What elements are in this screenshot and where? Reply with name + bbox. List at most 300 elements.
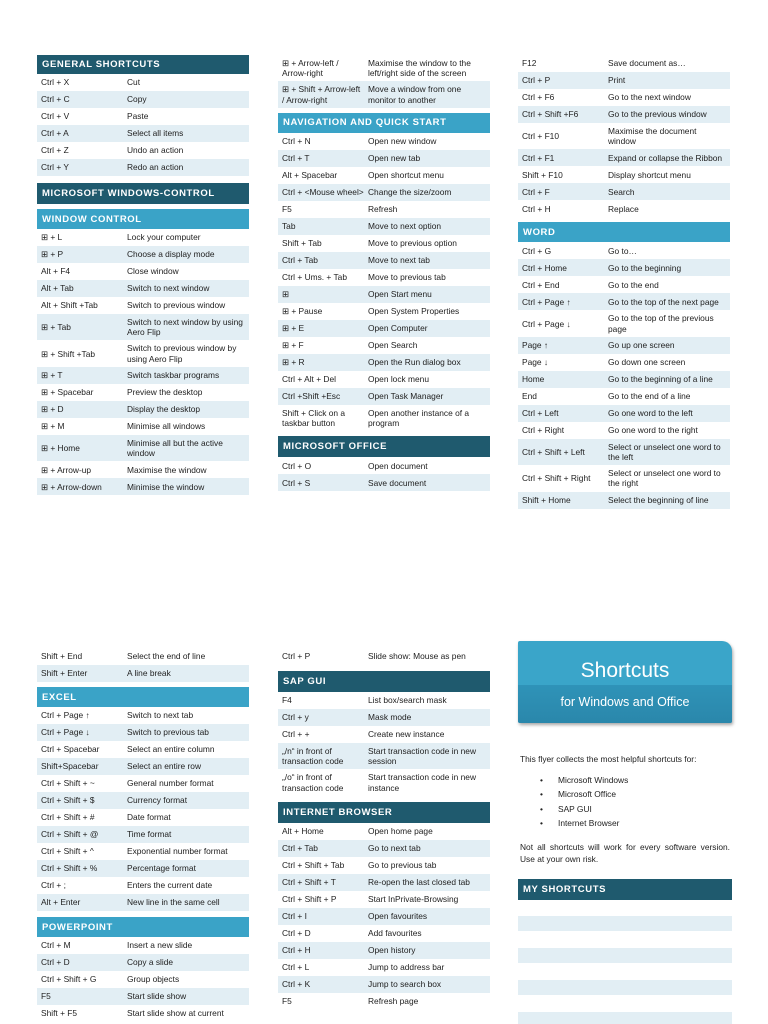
shortcut-row bbox=[37, 314, 249, 340]
shortcut-row bbox=[518, 106, 730, 123]
column-top-middle bbox=[278, 55, 490, 491]
shortcut-key: Ctrl + Shift + G bbox=[41, 974, 97, 985]
shortcut-key: Ctrl + Shift + % bbox=[41, 863, 98, 874]
shortcut-key: Ctrl + Right bbox=[522, 425, 565, 436]
shortcut-key: Alt + Enter bbox=[41, 897, 81, 908]
shortcut-key: Ctrl + Shift + Left bbox=[522, 446, 585, 457]
title-banner bbox=[518, 641, 732, 723]
shortcut-description: Move to previous option bbox=[368, 238, 457, 249]
intro-lead: This flyer collects the most helpful shortcuts for: bbox=[520, 754, 697, 764]
shortcut-row bbox=[37, 401, 249, 418]
shortcut-row bbox=[518, 337, 730, 354]
shortcut-key: Ctrl + Y bbox=[41, 162, 70, 173]
shortcut-row bbox=[278, 252, 490, 269]
shortcut-row bbox=[37, 478, 249, 495]
shortcut-row bbox=[518, 371, 730, 388]
shortcut-description: Go up one screen bbox=[608, 340, 675, 351]
shortcut-key: ⊞ + P bbox=[41, 249, 64, 260]
shortcut-description: Open new tab bbox=[368, 153, 421, 164]
shortcut-key: Ctrl + S bbox=[282, 477, 311, 488]
shortcut-row bbox=[518, 276, 730, 293]
shortcut-key: Shift + F10 bbox=[522, 169, 563, 180]
shortcut-key: F5 bbox=[282, 996, 292, 1007]
shortcut-key: Ctrl + End bbox=[522, 279, 560, 290]
shortcut-key: Shift + Click on a taskbar button bbox=[282, 407, 346, 429]
shortcut-description: Select an entire column bbox=[127, 744, 215, 755]
word-header: WORD bbox=[518, 222, 730, 242]
shortcut-description: Print bbox=[608, 75, 626, 86]
shortcut-key: Ctrl + F1 bbox=[522, 152, 555, 163]
blank-row bbox=[518, 932, 732, 948]
shortcut-row bbox=[278, 405, 490, 431]
shortcut-description: Redo an action bbox=[127, 162, 184, 173]
shortcut-key: Alt + F4 bbox=[41, 266, 71, 277]
intro-list-item: • SAP GUI bbox=[558, 802, 730, 816]
shortcut-description: Open Task Manager bbox=[368, 391, 444, 402]
shortcut-key: Alt + Shift +Tab bbox=[41, 300, 98, 311]
shortcut-description: Copy a slide bbox=[127, 957, 174, 968]
shortcut-row bbox=[518, 310, 730, 336]
shortcut-key: Alt + Spacebar bbox=[282, 170, 338, 181]
shortcut-row bbox=[278, 286, 490, 303]
shortcut-key: ⊞ + Shift + Arrow-left / Arrow-right bbox=[282, 84, 361, 105]
shortcut-row bbox=[278, 692, 490, 709]
shortcut-description: Change the size/zoom bbox=[368, 187, 452, 198]
browser-header: INTERNET BROWSER bbox=[278, 802, 490, 823]
shortcut-key: Ctrl + Ums. + Tab bbox=[282, 272, 348, 283]
shortcut-key: Ctrl + P bbox=[282, 651, 311, 662]
shortcut-key: Home bbox=[522, 374, 545, 385]
ms-windows-header: MICROSOFT WINDOWS-CONTROL bbox=[37, 183, 249, 204]
shortcut-key: ⊞ + T bbox=[41, 370, 63, 381]
shortcut-row bbox=[278, 133, 490, 150]
shortcut-row bbox=[518, 242, 730, 259]
blank-row bbox=[518, 996, 732, 1012]
shortcut-description: Go to previous tab bbox=[368, 860, 437, 871]
shortcut-key: ⊞ + Shift +Tab bbox=[41, 348, 96, 359]
shortcut-key: Page ↑ bbox=[522, 340, 549, 351]
shortcut-description: Open Search bbox=[368, 340, 418, 351]
shortcut-row bbox=[278, 648, 490, 665]
shortcut-row bbox=[37, 367, 249, 384]
shortcut-row bbox=[518, 405, 730, 422]
shortcut-key: ⊞ + Spacebar bbox=[41, 387, 94, 398]
shortcut-row bbox=[37, 384, 249, 401]
shortcut-description: Move to previous tab bbox=[368, 272, 446, 283]
shortcut-description: Open document bbox=[368, 460, 428, 471]
shortcut-row bbox=[518, 388, 730, 405]
shortcut-description: Go to the previous window bbox=[608, 109, 707, 120]
shortcut-key: Ctrl + V bbox=[41, 111, 70, 122]
column-bottom-middle bbox=[278, 648, 490, 1010]
shortcut-key: Ctrl + Shift +F6 bbox=[522, 109, 579, 120]
shortcut-key: Ctrl + F bbox=[522, 186, 550, 197]
shortcut-row bbox=[37, 159, 249, 176]
shortcut-description: Open history bbox=[368, 945, 416, 956]
shortcut-description: Start transaction code in new session bbox=[368, 746, 477, 767]
shortcut-description: Select all items bbox=[127, 128, 184, 139]
shortcut-row bbox=[518, 259, 730, 276]
shortcut-key: Ctrl + M bbox=[41, 940, 71, 951]
shortcut-row bbox=[37, 860, 249, 877]
shortcut-key: F4 bbox=[282, 695, 292, 706]
shortcut-row bbox=[37, 724, 249, 741]
shortcut-description: Copy bbox=[127, 94, 147, 105]
word-cont-table bbox=[37, 648, 249, 682]
shortcut-row bbox=[37, 826, 249, 843]
shortcut-row bbox=[518, 149, 730, 166]
shortcut-description: Minimise all windows bbox=[127, 421, 206, 432]
sap-header: SAP GUI bbox=[278, 671, 490, 692]
shortcut-key: Ctrl + G bbox=[522, 245, 552, 256]
shortcut-key: Ctrl + <Mouse wheel> bbox=[282, 187, 364, 198]
shortcut-key: Ctrl + Shift + P bbox=[282, 894, 337, 905]
shortcut-description: Open another instance of a program bbox=[368, 407, 470, 429]
blank-row bbox=[518, 900, 732, 916]
excel-header: EXCEL bbox=[37, 687, 249, 707]
shortcut-key: End bbox=[522, 391, 537, 402]
shortcut-row bbox=[37, 877, 249, 894]
shortcut-description: Switch to previous window bbox=[127, 300, 226, 311]
shortcut-description: Maximise the window to the left/right side of the screen bbox=[368, 58, 471, 79]
shortcut-row bbox=[278, 709, 490, 726]
shortcut-row bbox=[278, 201, 490, 218]
shortcut-description: Insert a new slide bbox=[127, 940, 193, 951]
shortcut-row bbox=[278, 993, 490, 1010]
shortcut-row bbox=[37, 843, 249, 860]
shortcut-row bbox=[518, 465, 730, 491]
shortcut-description: Open shortcut menu bbox=[368, 170, 444, 181]
shortcut-description: Jump to search box bbox=[368, 979, 442, 990]
shortcut-key: ⊞ + Home bbox=[41, 442, 80, 453]
shortcut-row bbox=[37, 142, 249, 159]
shortcut-key: Ctrl + L bbox=[282, 962, 310, 973]
shortcut-row bbox=[278, 959, 490, 976]
shortcut-description: Choose a display mode bbox=[127, 249, 215, 260]
blank-row bbox=[518, 964, 732, 980]
shortcut-row bbox=[518, 123, 730, 149]
shortcut-description: Time format bbox=[127, 829, 172, 840]
navigation-table bbox=[278, 133, 490, 431]
shortcut-key: ⊞ + Arrow-down bbox=[41, 481, 102, 492]
shortcut-description: Move to next tab bbox=[368, 255, 430, 266]
shortcut-description: Go to… bbox=[608, 245, 637, 256]
shortcut-row bbox=[278, 269, 490, 286]
shortcut-key: Ctrl + Page ↑ bbox=[41, 710, 90, 721]
shortcut-description: Open System Properties bbox=[368, 306, 460, 317]
shortcut-key: ⊞ + Tab bbox=[41, 322, 71, 333]
shortcut-description: Select or unselect one word to the left bbox=[608, 441, 721, 463]
shortcut-key: Shift + End bbox=[41, 651, 83, 662]
shortcut-description: Switch to next window bbox=[127, 283, 210, 294]
shortcut-row bbox=[518, 72, 730, 89]
shortcut-description: Switch to previous window by using Aero Flip bbox=[127, 343, 237, 364]
shortcut-description: Slide show: Mouse as pen bbox=[368, 651, 466, 662]
ppt-cont-table bbox=[278, 648, 490, 665]
sap-table bbox=[278, 692, 490, 796]
shortcut-row bbox=[278, 857, 490, 874]
shortcut-key: Ctrl + D bbox=[41, 957, 70, 968]
shortcut-description: Lock your computer bbox=[127, 232, 201, 243]
shortcut-key: Ctrl + Shift + # bbox=[41, 812, 95, 823]
shortcut-row bbox=[37, 954, 249, 971]
intro-text bbox=[518, 753, 732, 865]
shortcut-row bbox=[37, 263, 249, 280]
shortcut-row bbox=[37, 937, 249, 954]
shortcut-key: Ctrl + F10 bbox=[522, 131, 560, 142]
shortcut-description: Jump to address bar bbox=[368, 962, 445, 973]
shortcut-key: Ctrl + I bbox=[282, 911, 307, 922]
shortcut-row bbox=[278, 976, 490, 993]
shortcut-row bbox=[278, 150, 490, 167]
shortcut-description: Search bbox=[608, 186, 635, 197]
intro-list-item: • Microsoft Windows bbox=[558, 773, 730, 787]
shortcut-row bbox=[37, 229, 249, 246]
blank-row bbox=[518, 916, 732, 932]
shortcut-description: Select the end of line bbox=[127, 651, 206, 662]
shortcut-description: Open Computer bbox=[368, 323, 428, 334]
shortcut-row bbox=[37, 741, 249, 758]
my-shortcuts-header: MY SHORTCUTS bbox=[518, 879, 732, 900]
shortcut-key: ⊞ + Arrow-up bbox=[41, 464, 92, 475]
shortcut-key: Ctrl + Shift + T bbox=[282, 877, 336, 888]
shortcut-description: Display shortcut menu bbox=[608, 169, 691, 180]
shortcut-key: Ctrl + N bbox=[282, 136, 311, 147]
shortcut-description: Enters the current date bbox=[127, 880, 213, 891]
excel-table bbox=[37, 707, 249, 911]
shortcut-description: Percentage format bbox=[127, 863, 196, 874]
shortcut-key: Alt + Tab bbox=[41, 283, 74, 294]
shortcut-row bbox=[37, 707, 249, 724]
shortcut-key: Ctrl + Tab bbox=[282, 843, 318, 854]
shortcut-key: Ctrl + Page ↓ bbox=[522, 318, 571, 329]
shortcut-key: ⊞ + L bbox=[41, 232, 63, 243]
shortcut-key: Ctrl + C bbox=[41, 94, 70, 105]
shortcut-description: Save document as… bbox=[608, 58, 686, 69]
browser-table bbox=[278, 823, 490, 1010]
shortcut-description: Save document bbox=[368, 477, 427, 488]
shortcut-key: „/n“ in front of transaction code bbox=[282, 746, 344, 767]
shortcut-description: Start transaction code in new instance bbox=[368, 772, 477, 793]
shortcut-row bbox=[37, 435, 249, 461]
blank-row bbox=[518, 980, 732, 996]
shortcut-key: Page ↓ bbox=[522, 357, 549, 368]
shortcut-key: Ctrl + X bbox=[41, 77, 70, 88]
window-control-header: WINDOW CONTROL bbox=[37, 209, 249, 229]
intro-list-item: • Microsoft Office bbox=[558, 787, 730, 801]
shortcut-description: Paste bbox=[127, 111, 149, 122]
shortcut-key: Ctrl + H bbox=[282, 945, 311, 956]
shortcut-key: F12 bbox=[522, 58, 537, 69]
shortcut-description: Open new window bbox=[368, 136, 437, 147]
shortcut-row bbox=[278, 891, 490, 908]
shortcut-key: Ctrl + Shift + $ bbox=[41, 795, 95, 806]
column-bottom-right bbox=[518, 641, 732, 1024]
shortcut-description: Open home page bbox=[368, 826, 433, 837]
shortcut-key: Shift + Enter bbox=[41, 668, 88, 679]
shortcut-description: Close window bbox=[127, 266, 179, 277]
shortcut-row bbox=[37, 108, 249, 125]
shortcut-row bbox=[278, 925, 490, 942]
shortcut-description: List box/search mask bbox=[368, 695, 447, 706]
shortcut-row bbox=[278, 874, 490, 891]
shortcut-key: Shift + F5 bbox=[41, 1008, 78, 1019]
shortcut-row bbox=[37, 1005, 249, 1022]
shortcut-key: Ctrl + Shift + ~ bbox=[41, 778, 95, 789]
shortcut-key: ⊞ + E bbox=[282, 323, 305, 334]
shortcut-row bbox=[37, 125, 249, 142]
shortcut-row bbox=[37, 418, 249, 435]
powerpoint-table bbox=[37, 937, 249, 1022]
shortcut-description: Go to next tab bbox=[368, 843, 421, 854]
shortcut-row bbox=[37, 758, 249, 775]
shortcut-description: Switch to previous tab bbox=[127, 727, 209, 738]
shortcut-key: ⊞ + R bbox=[282, 357, 305, 368]
shortcut-key: Ctrl + ; bbox=[41, 880, 66, 891]
shortcut-key: Ctrl + T bbox=[282, 153, 310, 164]
window-control-cont-table bbox=[278, 55, 490, 108]
shortcut-row bbox=[518, 183, 730, 200]
shortcut-key: Ctrl + Shift + @ bbox=[41, 829, 99, 840]
shortcut-key: Ctrl + H bbox=[522, 203, 551, 214]
intro-note: Not all shortcuts will work for every software version. Use at your own risk. bbox=[520, 841, 730, 864]
shortcut-description: Undo an action bbox=[127, 145, 184, 156]
shortcut-row bbox=[37, 461, 249, 478]
shortcut-row bbox=[278, 474, 490, 491]
intro-list bbox=[558, 773, 730, 831]
shortcut-description: Expand or collapse the Ribbon bbox=[608, 152, 723, 163]
shortcut-description: Minimise all but the active window bbox=[127, 437, 223, 459]
shortcut-row bbox=[278, 457, 490, 474]
shortcut-description: Switch to next tab bbox=[127, 710, 194, 721]
shortcut-description: Open favourites bbox=[368, 911, 428, 922]
shortcut-description: Open the Run dialog box bbox=[368, 357, 461, 368]
shortcut-key: ⊞ + D bbox=[41, 404, 64, 415]
shortcut-key: Shift + Home bbox=[522, 495, 571, 506]
shortcut-description: Select or unselect one word to the right bbox=[608, 468, 721, 489]
shortcut-description: Mask mode bbox=[368, 712, 412, 723]
shortcut-description: Start InPrivate-Browsing bbox=[368, 894, 459, 905]
banner-subtitle: for Windows and Office bbox=[518, 685, 732, 723]
general-shortcuts-table bbox=[37, 74, 249, 176]
shortcut-row bbox=[278, 55, 490, 81]
shortcut-row bbox=[278, 303, 490, 320]
shortcut-description: General number format bbox=[127, 778, 214, 789]
shortcut-description: Go down one screen bbox=[608, 357, 686, 368]
shortcut-description: A line break bbox=[127, 668, 171, 679]
column-bottom-left bbox=[37, 648, 249, 1022]
shortcut-description: Date format bbox=[127, 812, 171, 823]
shortcut-description: Re-open the last closed tab bbox=[368, 877, 470, 888]
shortcut-description: Refresh page bbox=[368, 996, 419, 1007]
shortcut-description: Minimise the window bbox=[127, 481, 205, 492]
shortcut-key: Ctrl + K bbox=[282, 979, 311, 990]
shortcut-key: Ctrl + P bbox=[522, 75, 551, 86]
shortcut-description: Select an entire row bbox=[127, 761, 202, 772]
shortcut-row bbox=[518, 439, 730, 465]
shortcut-row bbox=[518, 89, 730, 106]
shortcut-description: Cut bbox=[127, 77, 141, 88]
shortcut-key: Ctrl + Home bbox=[522, 262, 567, 273]
shortcut-row bbox=[278, 320, 490, 337]
shortcut-key: Ctrl + D bbox=[282, 928, 311, 939]
shortcut-key: Shift+Spacebar bbox=[41, 761, 99, 772]
shortcut-key: Ctrl + Z bbox=[41, 145, 69, 156]
column-top-right bbox=[518, 55, 730, 509]
office-cont-table bbox=[518, 55, 730, 217]
shortcut-key: Ctrl + Page ↓ bbox=[41, 727, 90, 738]
shortcut-description: Move to next option bbox=[368, 221, 442, 232]
word-table bbox=[518, 242, 730, 508]
shortcut-row bbox=[278, 184, 490, 201]
shortcut-row bbox=[278, 167, 490, 184]
shortcut-row bbox=[278, 840, 490, 857]
shortcut-row bbox=[518, 166, 730, 183]
shortcut-row bbox=[278, 769, 490, 795]
shortcut-row bbox=[37, 91, 249, 108]
shortcut-row bbox=[37, 74, 249, 91]
shortcut-key: ⊞ + M bbox=[41, 421, 65, 432]
shortcut-row bbox=[37, 297, 249, 314]
shortcut-description: Maximise the window bbox=[127, 464, 207, 475]
shortcut-row bbox=[278, 726, 490, 743]
shortcut-key: „/o“ in front of transaction code bbox=[282, 772, 344, 793]
column-top-left bbox=[37, 55, 249, 495]
shortcut-row bbox=[37, 665, 249, 682]
shortcut-key: Ctrl + Tab bbox=[282, 255, 318, 266]
navigation-header: NAVIGATION AND QUICK START bbox=[278, 113, 490, 133]
intro-list-item: • Internet Browser bbox=[558, 816, 730, 830]
shortcut-description: Go one word to the left bbox=[608, 408, 693, 419]
shortcut-row bbox=[37, 894, 249, 911]
shortcut-row bbox=[37, 246, 249, 263]
shortcut-description: Maximise the document window bbox=[608, 126, 697, 147]
shortcut-row bbox=[518, 293, 730, 310]
window-control-table bbox=[37, 229, 249, 495]
shortcut-description: Go to the top of the next page bbox=[608, 296, 719, 307]
shortcut-row bbox=[278, 743, 490, 769]
shortcut-description: Add favourites bbox=[368, 928, 422, 939]
shortcut-row bbox=[37, 792, 249, 809]
shortcut-row bbox=[278, 371, 490, 388]
shortcut-key: Ctrl + Alt + Del bbox=[282, 374, 336, 385]
shortcut-key: F5 bbox=[282, 204, 292, 215]
shortcut-row bbox=[518, 492, 730, 509]
shortcut-key: Ctrl + Shift + Right bbox=[522, 473, 591, 484]
shortcut-description: Go to the top of the previous page bbox=[608, 313, 714, 334]
shortcut-description: Open lock menu bbox=[368, 374, 429, 385]
shortcut-key: Ctrl + Page ↑ bbox=[522, 296, 571, 307]
shortcut-description: Create new instance bbox=[368, 729, 445, 740]
shortcut-description: Start slide show bbox=[127, 991, 187, 1002]
shortcut-description: Exponential number format bbox=[127, 846, 228, 857]
shortcut-description: Go to the beginning of a line bbox=[608, 374, 713, 385]
shortcut-row bbox=[278, 942, 490, 959]
shortcut-row bbox=[518, 422, 730, 439]
shortcut-description: Go to the end bbox=[608, 279, 659, 290]
shortcut-key: Ctrl + O bbox=[282, 460, 312, 471]
shortcut-description: Go to the next window bbox=[608, 92, 691, 103]
shortcut-key: Ctrl + A bbox=[41, 128, 69, 139]
shortcut-row bbox=[37, 340, 249, 366]
blank-row bbox=[518, 1012, 732, 1024]
shortcut-key: Ctrl + Spacebar bbox=[41, 744, 100, 755]
shortcut-description: Display the desktop bbox=[127, 404, 201, 415]
general-shortcuts-header: GENERAL SHORTCUTS bbox=[37, 55, 249, 74]
shortcut-key: Ctrl + y bbox=[282, 712, 309, 723]
shortcut-key: Ctrl + Left bbox=[522, 408, 559, 419]
shortcut-row bbox=[37, 775, 249, 792]
